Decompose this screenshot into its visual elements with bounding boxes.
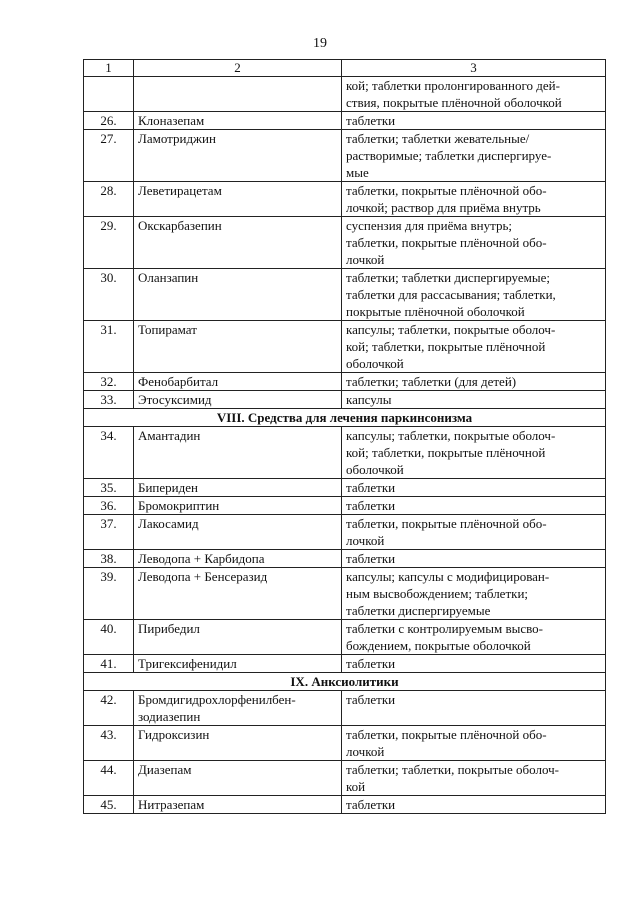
table-row [84, 427, 606, 479]
table-row [84, 497, 606, 515]
table-row [84, 515, 606, 550]
drug-name: Фенобарбитал [134, 373, 342, 391]
row-number: 45. [84, 796, 134, 814]
row-number: 41. [84, 655, 134, 673]
dosage-form: таблетки, покрытые плёночной обо- лочкой [342, 726, 606, 761]
table-header-row [84, 60, 606, 77]
row-number: 42. [84, 691, 134, 726]
dosage-form: таблетки; таблетки, покрытые оболоч- кой [342, 761, 606, 796]
row-number: 28. [84, 182, 134, 217]
dosage-form: таблетки с контролируемым высво- бождением, покрытые оболочкой [342, 620, 606, 655]
drug-name: Пирибедил [134, 620, 342, 655]
dosage-form: таблетки [342, 479, 606, 497]
dosage-form: таблетки, покрытые плёночной обо- лочкой; раствор для приёма внутрь [342, 182, 606, 217]
row-number: 31. [84, 321, 134, 373]
section-title: IX. Анксиолитики [84, 673, 606, 691]
table-row [84, 479, 606, 497]
dosage-form: суспензия для приёма внутрь; таблетки, покрытые плёночной обо- лочкой [342, 217, 606, 269]
drug-name: Нитразепам [134, 796, 342, 814]
row-number: 35. [84, 479, 134, 497]
table-row [84, 112, 606, 130]
drug-name: Леветирацетам [134, 182, 342, 217]
dosage-form: таблетки; таблетки диспергируемые; таблетки для рассасывания; таблетки, покрытые плёночной оболочкой [342, 269, 606, 321]
drug-name: Леводопа + Карбидопа [134, 550, 342, 568]
dosage-form: капсулы; таблетки, покрытые оболоч- кой; таблетки, покрытые плёночной оболочкой [342, 321, 606, 373]
table-row [84, 726, 606, 761]
drug-name: Бромокриптин [134, 497, 342, 515]
drug-name: Этосуксимид [134, 391, 342, 409]
header-col-3: 3 [342, 60, 606, 77]
table-row [84, 269, 606, 321]
table-row [84, 130, 606, 182]
table-row [84, 391, 606, 409]
header-col-1: 1 [84, 60, 134, 77]
dosage-form: капсулы; капсулы с модифицирован- ным высвобождением; таблетки; таблетки диспергируемые [342, 568, 606, 620]
drug-table [83, 59, 606, 814]
dosage-form: таблетки [342, 796, 606, 814]
row-number: 34. [84, 427, 134, 479]
drug-table-body [84, 60, 606, 814]
dosage-form: таблетки [342, 497, 606, 515]
row-number [84, 77, 134, 112]
dosage-form: таблетки [342, 655, 606, 673]
row-number: 30. [84, 269, 134, 321]
table-row [84, 550, 606, 568]
drug-name: Бромдигидрохлорфенилбен- зодиазепин [134, 691, 342, 726]
section-header-row [84, 673, 606, 691]
row-number: 40. [84, 620, 134, 655]
table-row [84, 373, 606, 391]
table-row [84, 761, 606, 796]
table-row [84, 620, 606, 655]
row-number: 27. [84, 130, 134, 182]
table-row [84, 77, 606, 112]
row-number: 36. [84, 497, 134, 515]
section-header-row [84, 409, 606, 427]
drug-name: Оланзапин [134, 269, 342, 321]
drug-name: Диазепам [134, 761, 342, 796]
page-number: 19 [313, 36, 327, 51]
row-number: 39. [84, 568, 134, 620]
row-number: 26. [84, 112, 134, 130]
drug-name: Топирамат [134, 321, 342, 373]
dosage-form: таблетки [342, 550, 606, 568]
drug-name: Окскарбазепин [134, 217, 342, 269]
drug-name: Клоназепам [134, 112, 342, 130]
drug-name: Лакосамид [134, 515, 342, 550]
table-row [84, 217, 606, 269]
table-row [84, 182, 606, 217]
row-number: 44. [84, 761, 134, 796]
table-row [84, 691, 606, 726]
drug-name: Гидроксизин [134, 726, 342, 761]
dosage-form: таблетки [342, 691, 606, 726]
dosage-form: таблетки [342, 112, 606, 130]
drug-name: Леводопа + Бенсеразид [134, 568, 342, 620]
dosage-form: таблетки; таблетки жевательные/ растворимые; таблетки диспергируе- мые [342, 130, 606, 182]
table-row [84, 568, 606, 620]
row-number: 37. [84, 515, 134, 550]
drug-name: Тригексифенидил [134, 655, 342, 673]
drug-name: Амантадин [134, 427, 342, 479]
row-number: 38. [84, 550, 134, 568]
row-number: 29. [84, 217, 134, 269]
header-col-2: 2 [134, 60, 342, 77]
row-number: 43. [84, 726, 134, 761]
drug-name: Бипериден [134, 479, 342, 497]
table-row [84, 655, 606, 673]
section-title: VIII. Средства для лечения паркинсонизма [84, 409, 606, 427]
row-number: 33. [84, 391, 134, 409]
dosage-form: таблетки; таблетки (для детей) [342, 373, 606, 391]
row-number: 32. [84, 373, 134, 391]
dosage-form: капсулы; таблетки, покрытые оболоч- кой; таблетки, покрытые плёночной оболочкой [342, 427, 606, 479]
dosage-form: кой; таблетки пролонгированного дей- ствия, покрытые плёночной оболочкой [342, 77, 606, 112]
table-row [84, 796, 606, 814]
dosage-form: таблетки, покрытые плёночной обо- лочкой [342, 515, 606, 550]
table-row [84, 321, 606, 373]
drug-name: Ламотриджин [134, 130, 342, 182]
dosage-form: капсулы [342, 391, 606, 409]
drug-name [134, 77, 342, 112]
